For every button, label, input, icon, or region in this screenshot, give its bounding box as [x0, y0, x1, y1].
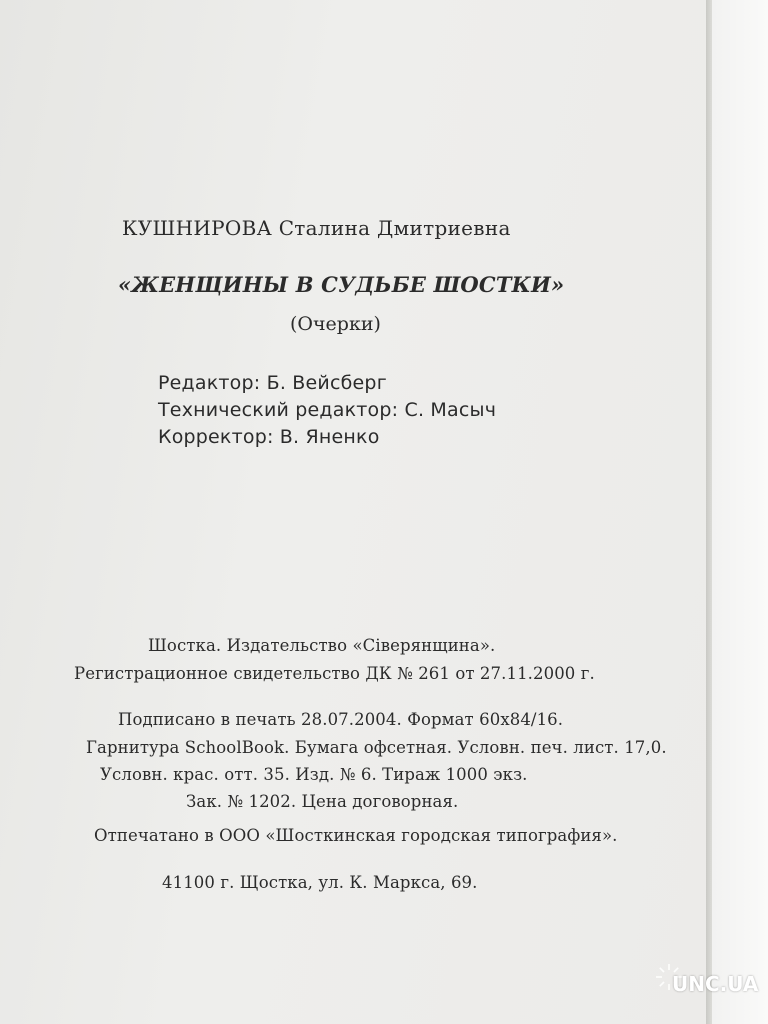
imprint-address: 41100 г. Щостка, ул. К. Маркса, 69. [162, 873, 478, 892]
imprint-print-run: Условн. крас. отт. 35. Изд. № 6. Тираж 1000 экз. [100, 765, 528, 784]
credit-proofreader: Корректор: В. Яненко [158, 426, 380, 448]
author-name: КУШНИРОВА Сталина Дмитриевна [122, 216, 511, 240]
imprint-signed: Подписано в печать 28.07.2004. Формат 60x84/16. [118, 710, 564, 729]
imprint-typeface: Гарнитура SchoolBook. Бумага офсетная. Условн. печ. лист. 17,0. [86, 738, 667, 757]
imprint-registration: Регистрационное свидетельство ДК № 261 от 27.11.2000 г. [74, 664, 595, 683]
watermark-text: UNC.UA [672, 972, 759, 996]
imprint-publisher: Шостка. Издательство «Сіверянщина». [148, 636, 496, 655]
backdrop [712, 0, 768, 1024]
book-subtitle: (Очерки) [290, 313, 381, 335]
imprint-order: Зак. № 1202. Цена договорная. [186, 792, 459, 811]
imprint-printer: Отпечатано в ООО «Шосткинская городская типография». [94, 826, 618, 845]
credit-editor: Редактор: Б. Вейсберг [158, 372, 387, 394]
book-title: «ЖЕНЩИНЫ В СУДЬБЕ ШОСТКИ» [118, 272, 565, 297]
credit-technical-editor: Технический редактор: С. Масыч [158, 399, 497, 421]
